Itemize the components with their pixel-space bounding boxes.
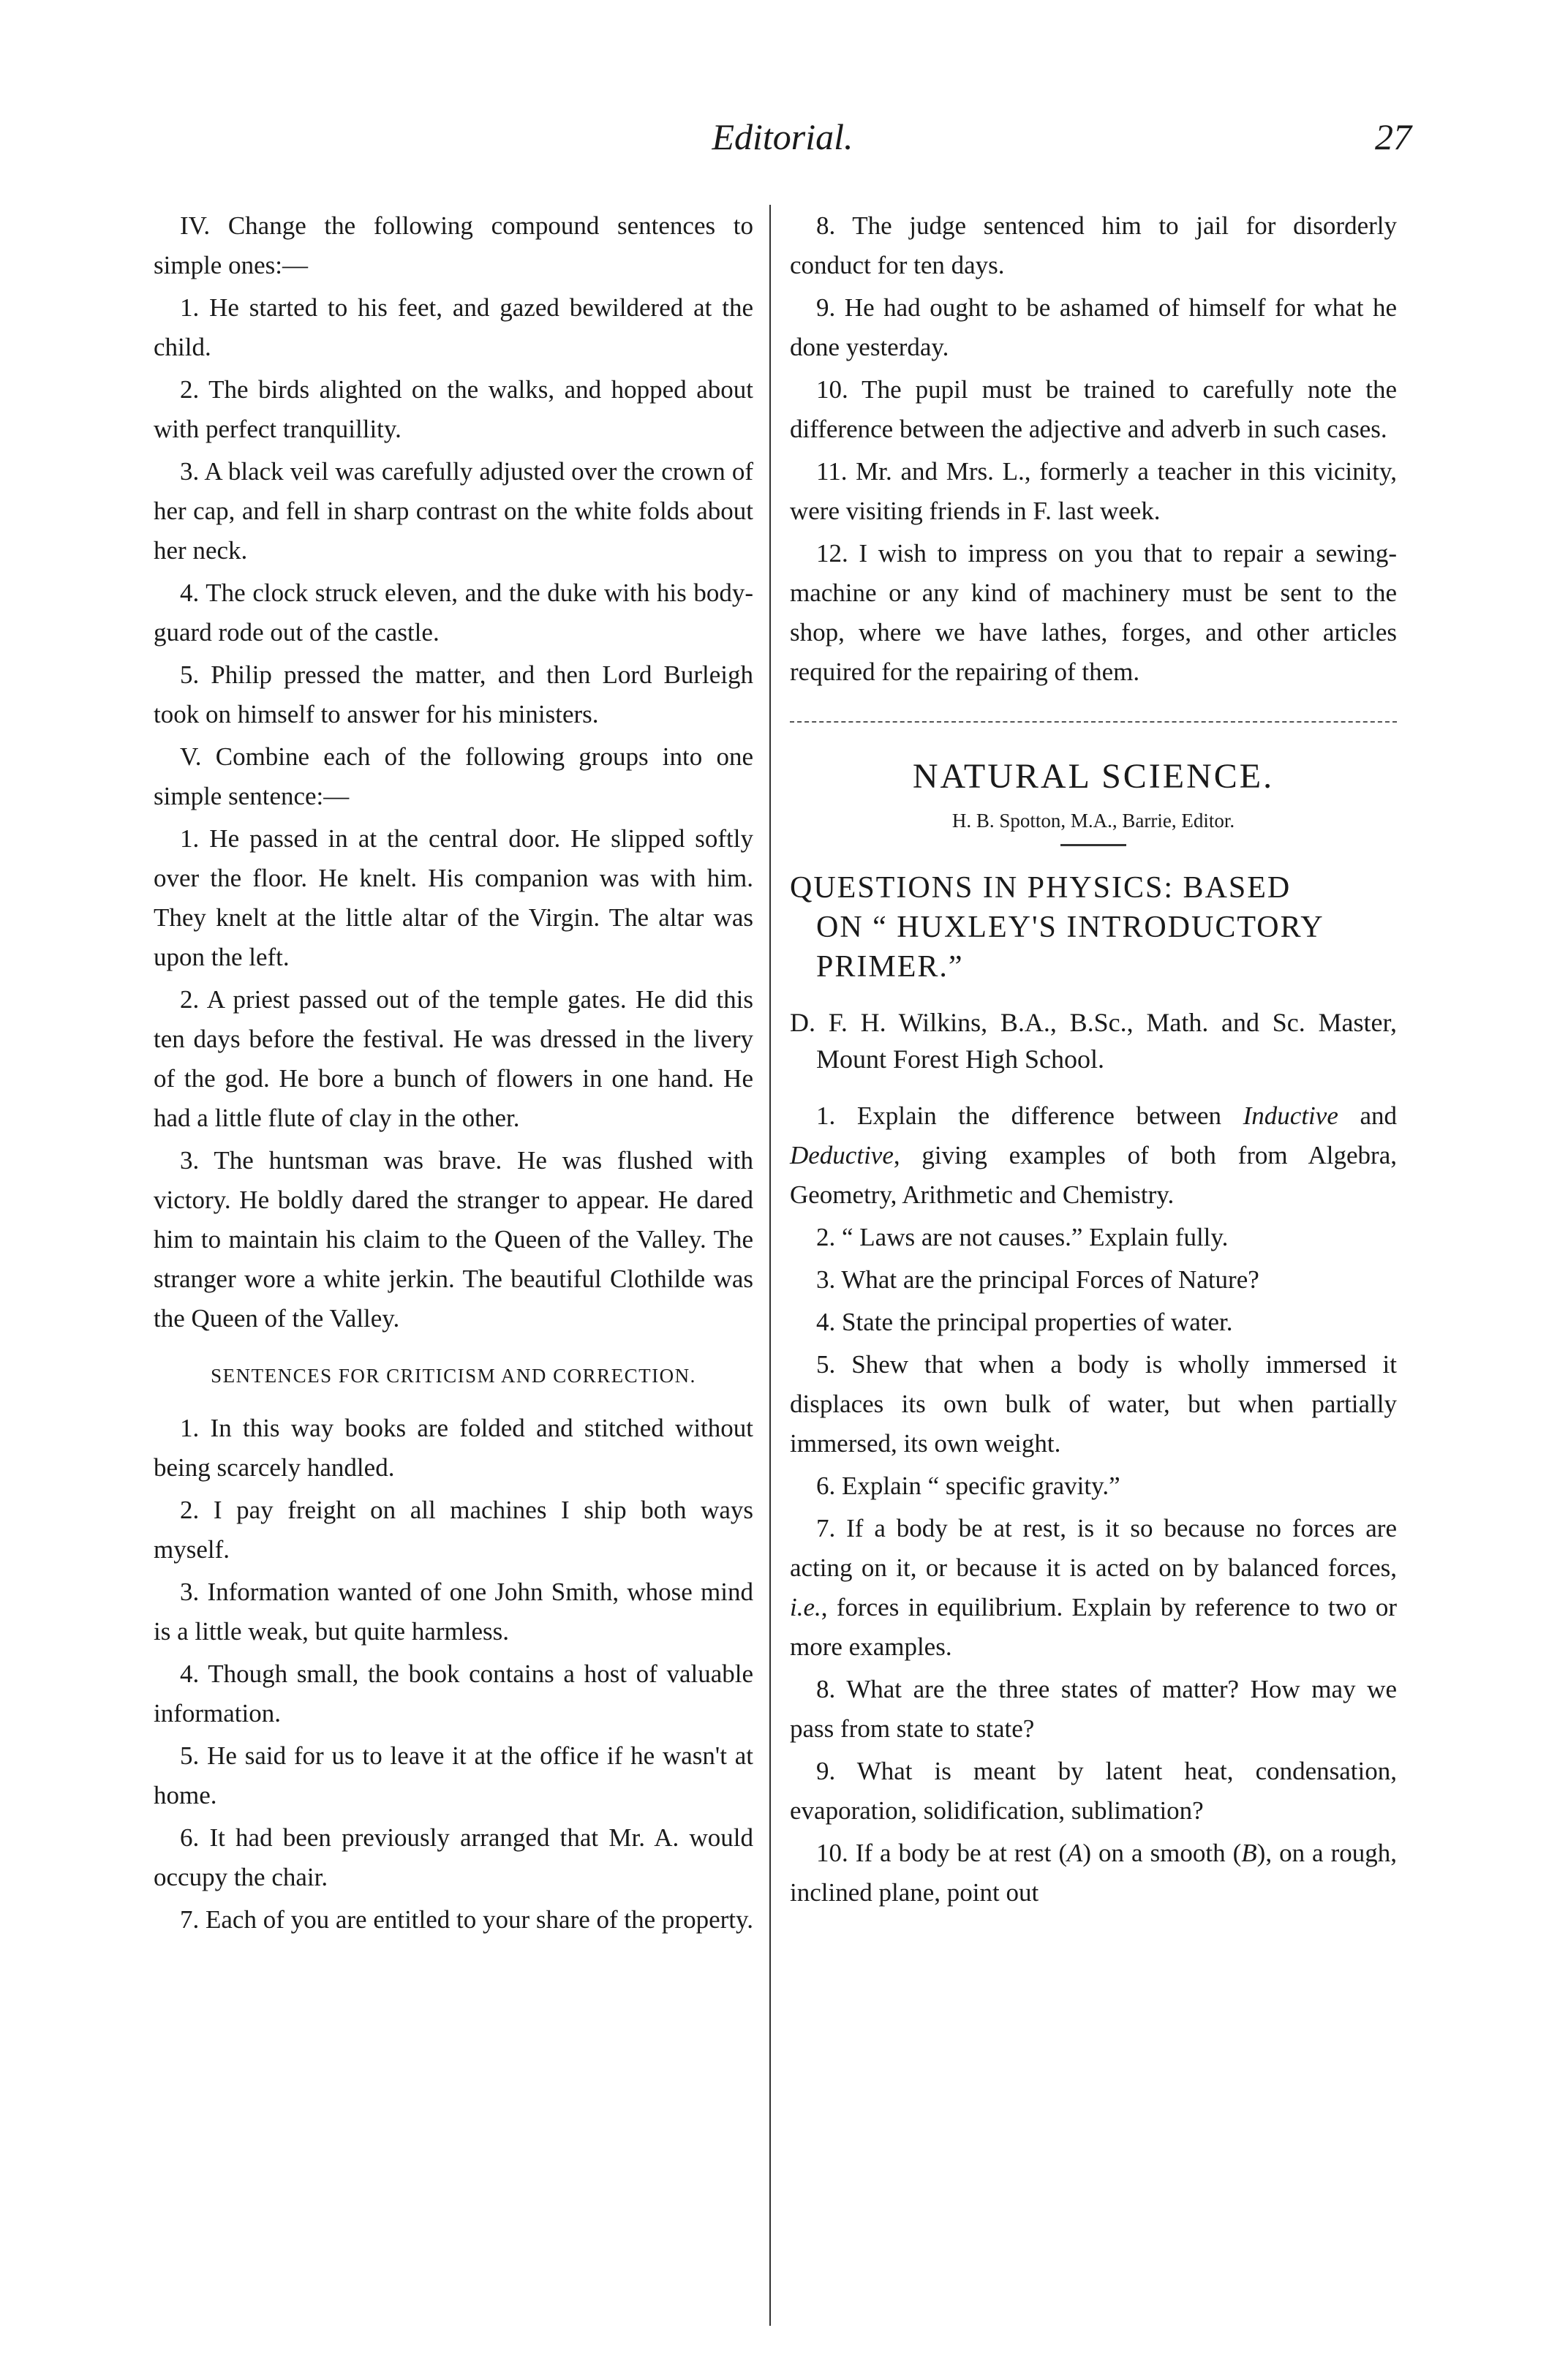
paragraph: 5. Philip pressed the matter, and then Lord Burleigh took on himself to answer for his ministers. [154,660,753,728]
question: 5. Shew that when a body is wholly immersed it displaces its own bulk of water, but when partially immersed, its own weight. [790,1350,1397,1458]
italic-term: Deductive [790,1141,894,1169]
paragraph: 2. A priest passed out of the temple gates. He did this ten days before the festival. He was dressed in the livery of the god. He bore a bunch of flowers in one hand. He had a little flute of clay in the other. [154,985,753,1132]
question-text: and [1338,1101,1397,1130]
question [790,1509,1397,1667]
list-item: 2. I pay freight on all machines I ship both ways myself. [154,1496,753,1564]
question: 4. State the principal properties of water. [816,1308,1233,1336]
list-item: 6. It had been previously arranged that Mr. A. would occupy the chair. [154,1823,753,1891]
running-head [154,116,1411,174]
article-title-line: ON “ HUXLEY'S INTRODUCTORY PRIMER.” [816,911,1324,984]
question-text: , forces in equilibrium. Explain by reference to two or more examples. [790,1593,1397,1661]
list-item: 10. The pupil must be trained to carefully note the difference between the adjective and adverb in such cases. [790,375,1397,443]
question: 3. What are the principal Forces of Nature? [816,1265,1259,1294]
running-title: Editorial. [712,116,853,157]
byline: D. F. H. Wilkins, B.A., B.Sc., Math. and Sc. Master, Mount Forest High School. [790,1008,1397,1074]
paragraph: 2. The birds alighted on the walks, and hopped about with perfect tranquillity. [154,375,753,443]
section-title: NATURAL SCIENCE. [912,757,1275,796]
paragraph: 3. The huntsman was brave. He was flushed with victory. He boldly dared the stranger to appear. He dared him to maintain his claim to the Queen of the Valley. The stranger wore a white jerkin. The beautiful Clothilde was the Queen of the Valley. [154,1146,753,1333]
italic-term: A [1067,1839,1083,1867]
italic-term: i.e. [790,1593,821,1621]
list-item: 5. He said for us to leave it at the office if he wasn't at home. [154,1741,753,1809]
paragraph: IV. Change the following compound sentences to simple ones:— [154,211,753,279]
right-column [790,206,1397,1915]
question: 8. What are the three states of matter? How may we pass from state to state? [790,1675,1397,1743]
criticism-heading: SENTENCES FOR CRITICISM AND CORRECTION. [211,1365,696,1387]
article-title [790,868,1397,987]
list-item: 3. Information wanted of one John Smith, whose mind is a little weak, but quite harmless. [154,1578,753,1646]
paragraph: 1. He started to his feet, and gazed bewildered at the child. [154,293,753,361]
question: 6. Explain “ specific gravity.” [816,1472,1120,1500]
question: 2. “ Laws are not causes.” Explain fully. [816,1223,1229,1251]
question-text: 10. If a body be at rest ( [816,1839,1068,1867]
question-text: , giving examples of both from Algebra, Geometry, Arithmetic and Chemistry. [790,1141,1397,1209]
list-item: 9. He had ought to be ashamed of himself for what he done yesterday. [790,293,1397,361]
question [790,1096,1397,1215]
paragraph: 3. A black veil was carefully adjusted over the crown of her cap, and fell in sharp contrast on the white folds about her neck. [154,457,753,565]
left-column [154,206,753,1943]
page-number: 27 [1375,116,1411,157]
section-editor: H. B. Spotton, M.A., Barrie, Editor. [951,810,1235,832]
paragraph: 1. He passed in at the central door. He slipped softly over the floor. He knelt. His companion was with him. They knelt at the little altar of the Virgin. The altar was upon the left. [154,824,753,971]
list-item: 12. I wish to impress on you that to repair a sewing-machine or any kind of machinery must be sent to the shop, where we have lathes, forges, and other articles required for the repairing of them. [790,539,1397,686]
list-item: 8. The judge sentenced him to jail for disorderly conduct for ten days. [790,211,1397,279]
question [790,1834,1397,1913]
question-text: ), on a rough, inclined plane, point out [790,1839,1397,1907]
paragraph: V. Combine each of the following groups into one simple sentence:— [154,742,753,810]
paragraph: 4. The clock struck eleven, and the duke with his body-guard rode out of the castle. [154,579,753,647]
short-divider [1060,844,1126,846]
list-item: 11. Mr. and Mrs. L., formerly a teacher in this vicinity, were visiting friends in F. last week. [790,457,1397,525]
list-item: 1. In this way books are folded and stitched without being scarcely handled. [154,1414,753,1482]
question-text: 1. Explain the difference between [816,1101,1243,1130]
column-divider [769,205,771,2326]
list-item: 7. Each of you are entitled to your share of the property. [180,1905,753,1934]
question: 9. What is meant by latent heat, condensation, evaporation, solidification, sublimation? [790,1757,1397,1825]
article-title-line: QUESTIONS IN PHYSICS: BASED [790,871,1292,905]
italic-term: B [1241,1839,1257,1867]
question-text: ) on a smooth ( [1082,1839,1242,1867]
list-item: 4. Though small, the book contains a host of valuable information. [154,1659,753,1728]
question-text: 7. If a body be at rest, is it so because no forces are acting on it, or because it is acted on by balanced forces, [790,1514,1397,1582]
italic-term: Inductive [1243,1101,1338,1130]
section-divider [790,721,1397,723]
